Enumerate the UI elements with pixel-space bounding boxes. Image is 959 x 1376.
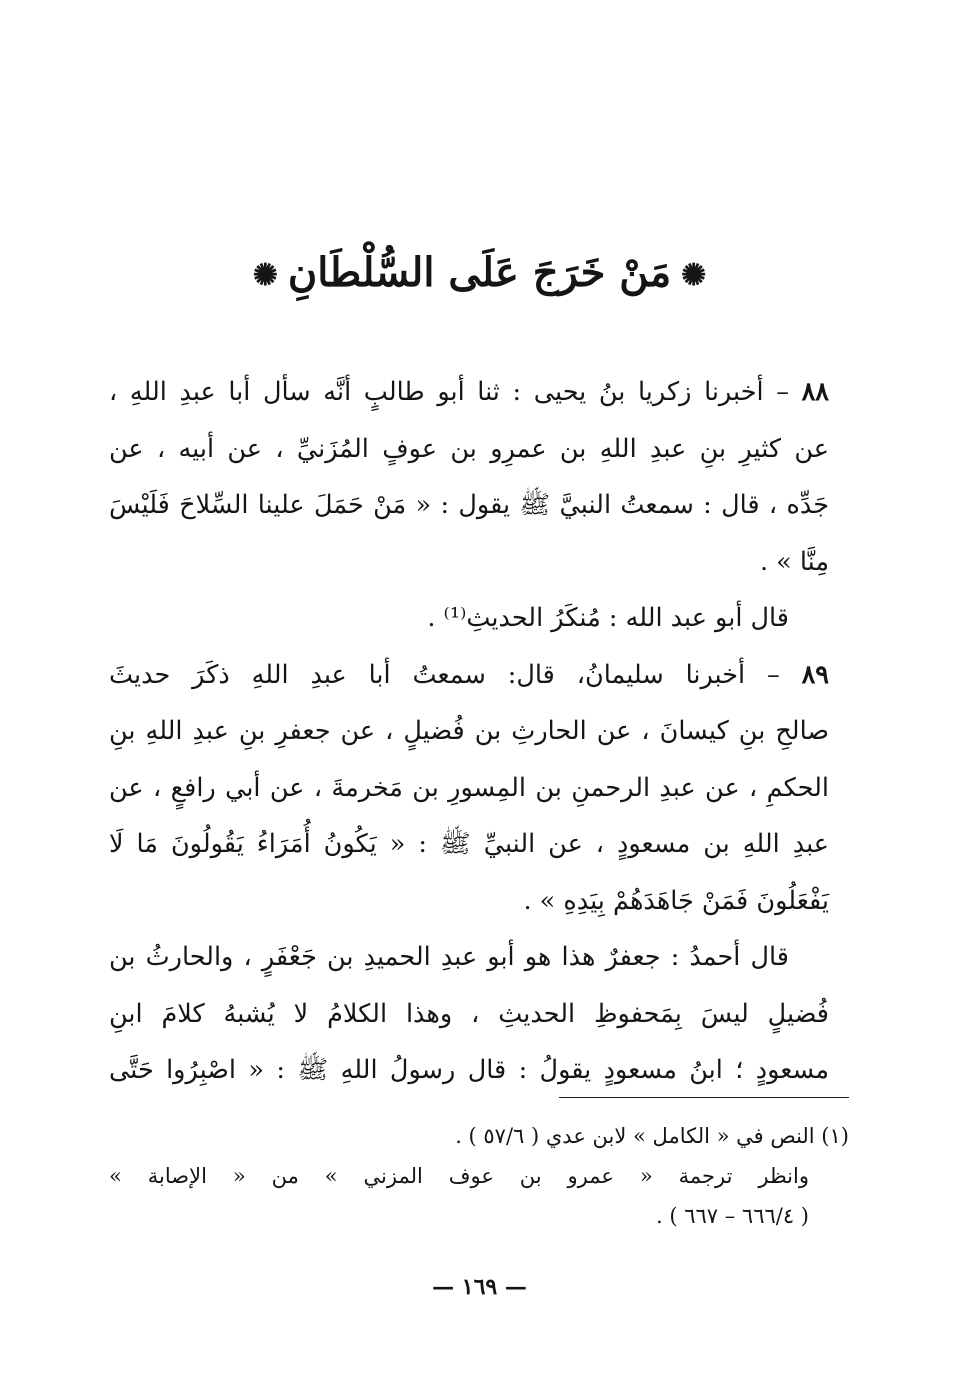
text-line: ٨٨ – أخبرنا زكريا بنُ يحيى : ثنا أبو طالبٍ أنَّه سأل أبا عبدِ اللهِ ، — [109, 377, 829, 407]
text-line: عبدِ اللهِ بن مسعودٍ ، عن النبيِّ ﷺ : « يَكُونُ أُمَرَاءُ يَقُولُونَ مَا لَا — [109, 829, 829, 859]
text-line: قال أحمدُ : جعفرٌ هذا هو أبو عبدِ الحميدِ بن جَعْفَرٍ ، والحارثُ بن — [109, 942, 789, 972]
footnotes — [109, 1116, 849, 1236]
section-title: مَنْ خَرَجَ عَلَى السُّلْطَانِ — [287, 249, 672, 296]
footnote-line: ( ٦٦٦/٤ – ٦٦٧ ) . — [656, 1204, 809, 1228]
text-line: مسعودٍ ؛ ابنُ مسعودٍ يقولُ : قال رسولُ اللهِ ﷺ : « اصْبِرُوا حَتَّى — [109, 1055, 829, 1085]
footnote-line: (١) النص في « الكامل » لابن عدي ( ٥٧/٦ ) . — [455, 1124, 849, 1148]
ornament-icon: ✺ — [681, 258, 707, 293]
text-line: فُضيلٍ ليسَ بِمَحفوظِ الحديثِ ، وهذا الكلامُ لا يُشبهُ كلامَ ابنِ — [109, 998, 829, 1029]
footnote-line: وانظر ترجمة « عمرو بن عوف المزني » من « الإصابة » — [109, 1164, 809, 1188]
text-line: جَدِّه ، قال : سمعتُ النبيَّ ﷺ يقول : « مَنْ حَمَلَ علينا السِّلاحَ فَلَيْسَ — [109, 490, 829, 520]
hadith-number: ٨٨ — [801, 377, 829, 407]
ornament-icon: ✺ — [252, 258, 278, 293]
text-line: يَفْعَلُونَ فَمَنْ جَاهَدَهُمْ بِيَدِهِ » . — [523, 885, 829, 916]
text-line: قال أبو عبد الله : مُنكَرُ الحديثِ⁽¹⁾ . — [427, 603, 789, 633]
main-text — [109, 364, 829, 1099]
page-number: — ١٦٩ — — [432, 1274, 527, 1300]
text-line: مِنَّا » . — [759, 546, 829, 577]
section-heading — [0, 248, 959, 301]
hadith-number: ٨٩ — [801, 659, 830, 690]
text-line: ٨٩ – أخبرنا سليمانُ، قال: سمعتُ أبا عبدِ اللهِ ذكَرَ حديثَ — [109, 659, 830, 690]
text-line: الحكمِ ، عن عبدِ الرحمنِ بن المِسورِ بن مَخرمةَ ، عن أبي رافعٍ ، عن — [109, 772, 829, 803]
footnote-divider — [559, 1097, 849, 1098]
text-line: صالحِ بنِ كيسانَ ، عن الحارثِ بن فُضيلٍ ، عن جعفرِ بنِ عبدِ اللهِ بنِ — [109, 716, 829, 746]
text-line: عن كثيرِ بنِ عبدِ اللهِ بن عمرِو بن عوفٍ المُزَنيِّ ، عن أبيه ، عن — [109, 433, 829, 464]
